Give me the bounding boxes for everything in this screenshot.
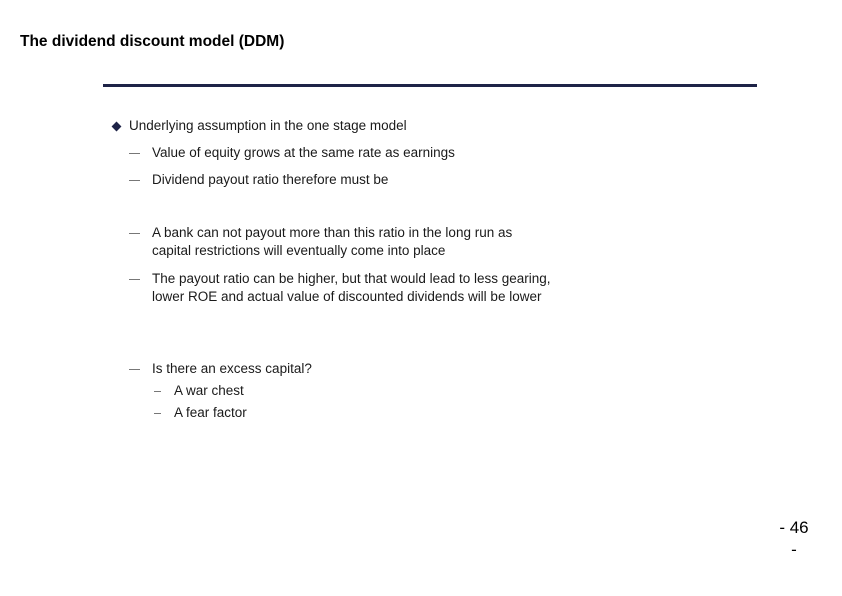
sub-bullet-text: The payout ratio can be higher, but that would lead to less gearing, lower ROE and actual value of discounted dividends will be lower (152, 271, 551, 304)
dash-bullet-icon (129, 153, 140, 154)
small-dash-bullet-icon (154, 413, 161, 414)
sub-sub-bullet-text: A fear factor (174, 405, 247, 420)
diamond-bullet-icon (112, 122, 122, 132)
sub-sub-bullet-text: A war chest (174, 383, 244, 398)
sub-bullet-text: A bank can not payout more than this ratio in the long run as capital restrictions will eventually come into place (152, 225, 513, 258)
dash-bullet-icon (129, 369, 140, 370)
dash-bullet-icon (129, 233, 140, 234)
page-number-main: - 46 (779, 518, 809, 537)
sub-bullet-text: Value of equity grows at the same rate as earnings (152, 145, 455, 160)
dash-bullet-icon (129, 180, 140, 181)
sub-bullet-text: Is there an excess capital? (152, 361, 312, 376)
slide-title: The dividend discount model (DDM) (20, 33, 285, 50)
page-number-suffix: - (791, 540, 797, 559)
main-bullet-text: Underlying assumption in the one stage model (129, 118, 407, 133)
small-dash-bullet-icon (154, 391, 161, 392)
sub-bullet-text: Dividend payout ratio therefore must be (152, 172, 389, 187)
dash-bullet-icon (129, 279, 140, 280)
page-number (774, 517, 814, 561)
